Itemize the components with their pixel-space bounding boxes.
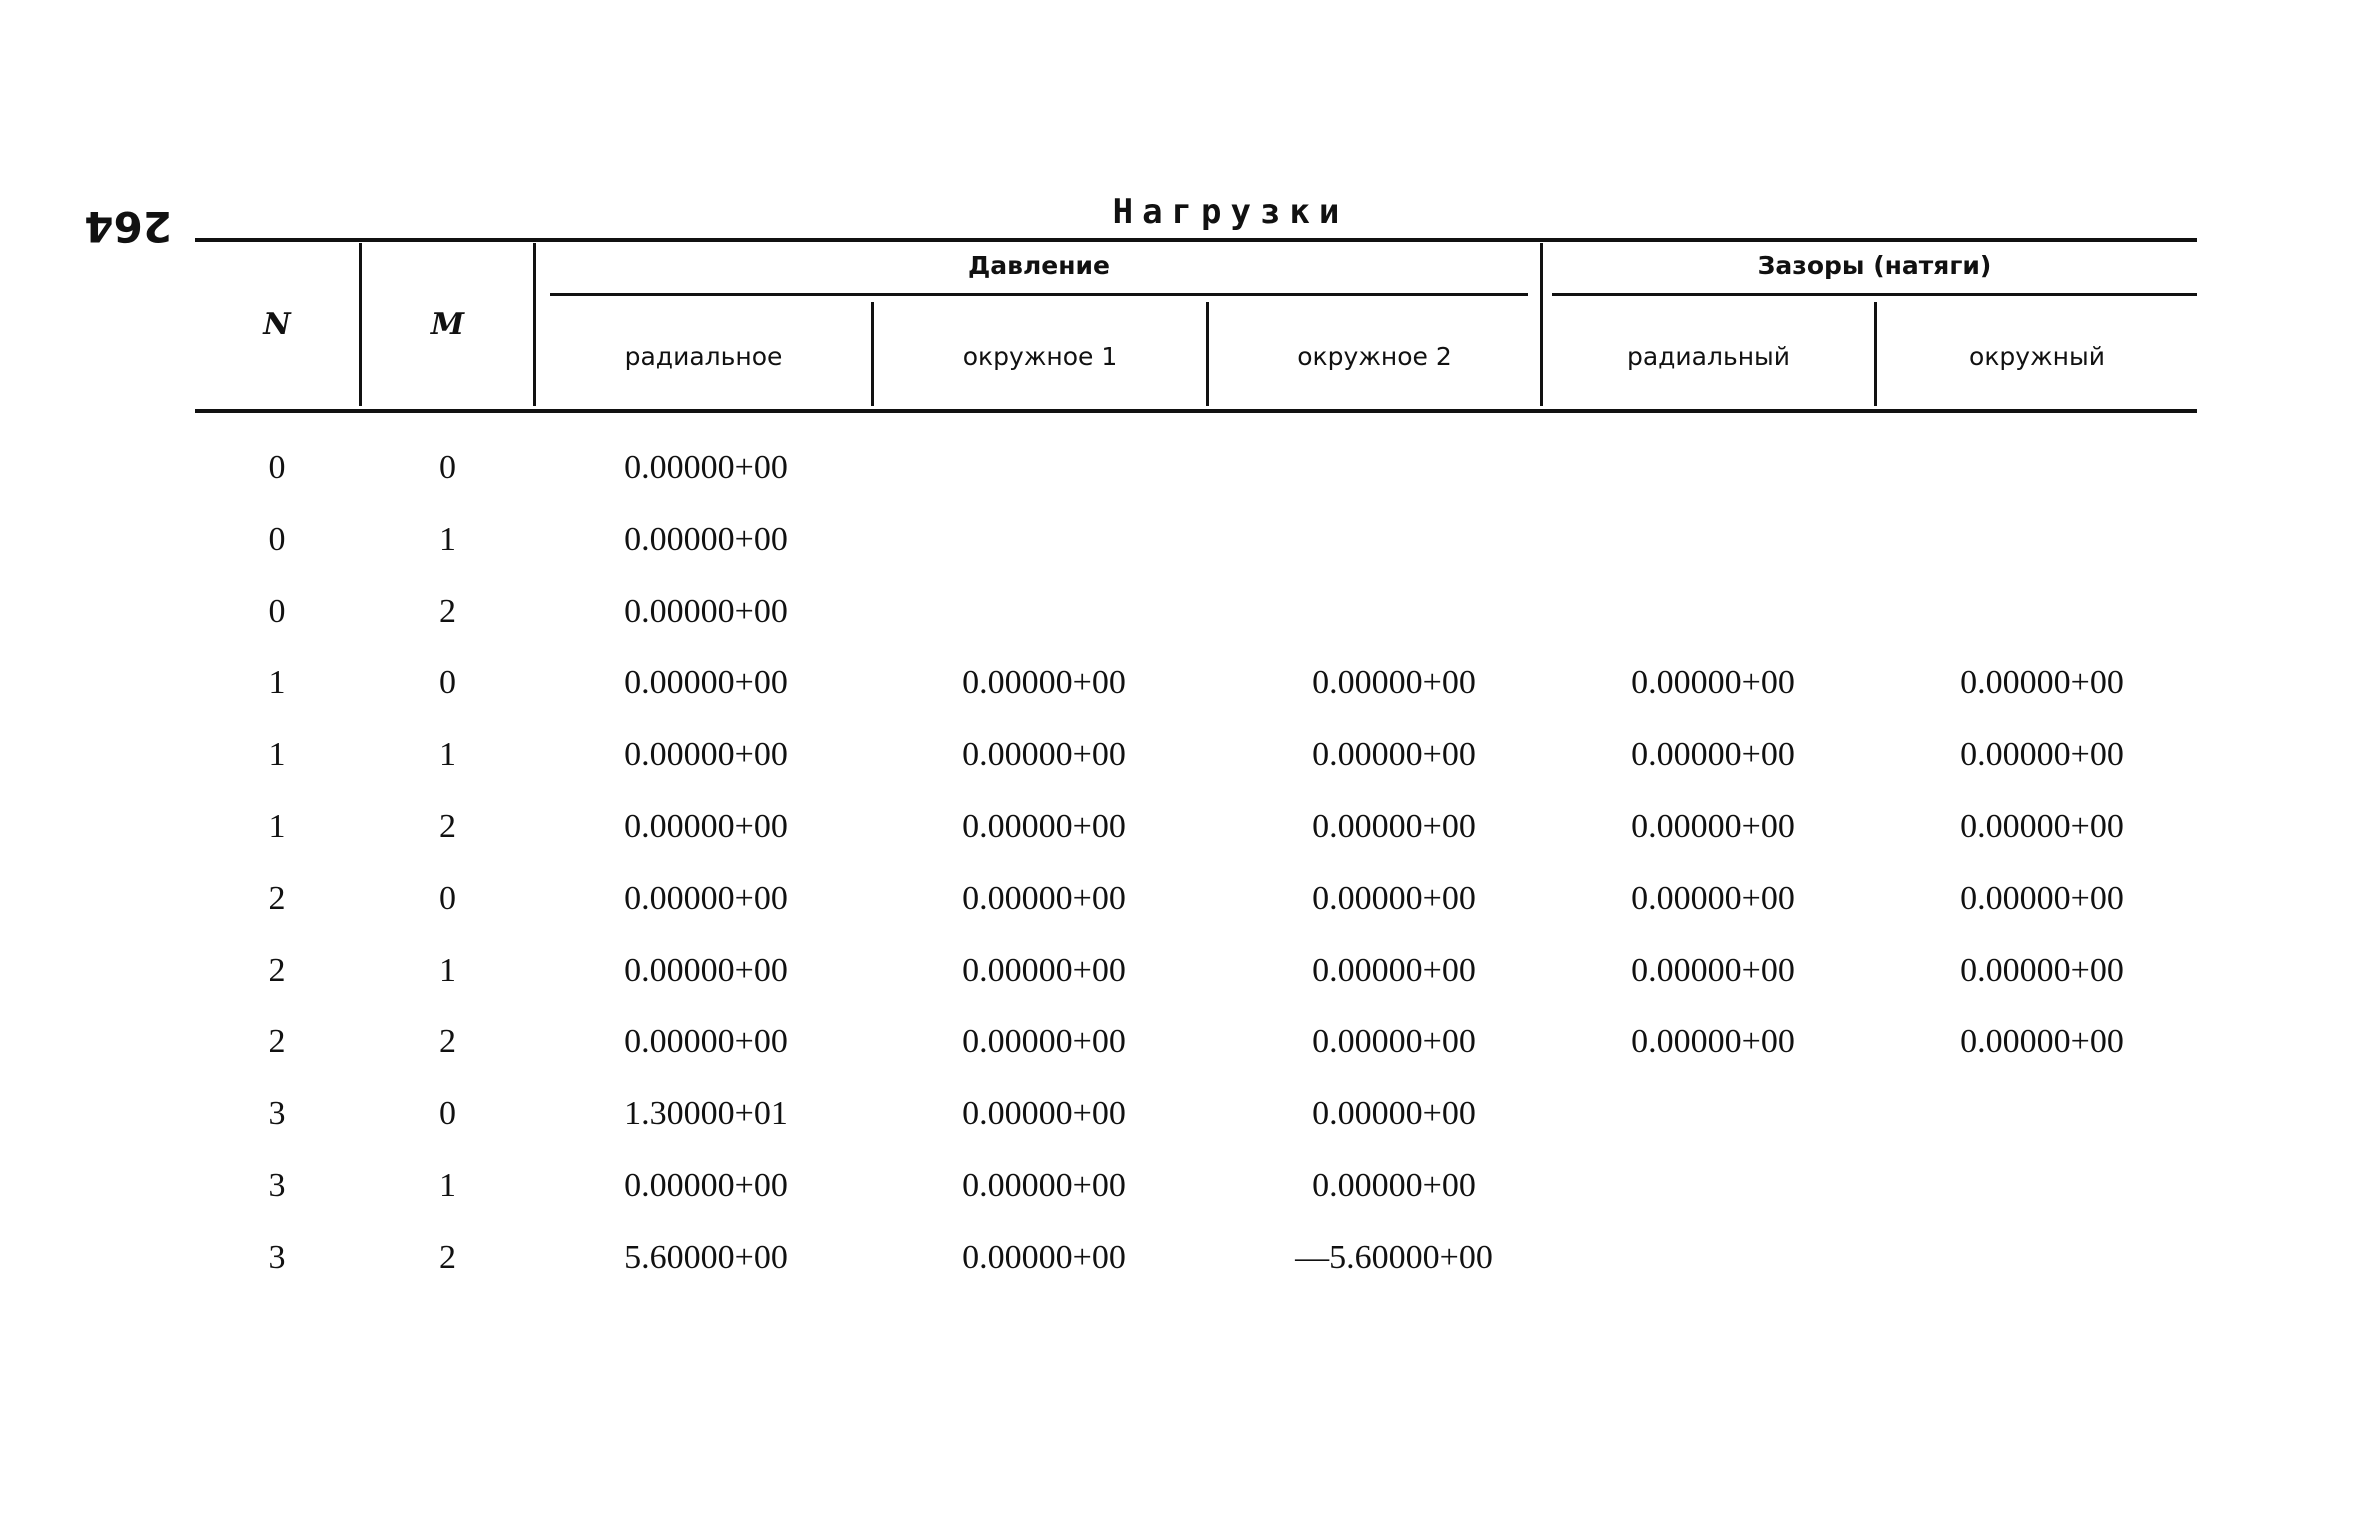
cell-value: 0.00000+00	[1312, 1167, 1476, 1204]
header-gaps-group: Зазоры (натяги)	[1757, 251, 1992, 280]
cell-value: 0.00000+00	[1631, 736, 1795, 773]
header-pressure-circ1: окружное 1	[962, 342, 1118, 371]
header-gaps-circ: окружный	[1969, 342, 2105, 371]
cell-value: 0.00000+00	[1960, 808, 2124, 845]
header-bottom-rule	[195, 409, 2197, 413]
cell-value: 0.00000+00	[1631, 664, 1795, 701]
cell-value: 0.00000+00	[624, 808, 788, 845]
cell-n: 0	[268, 449, 286, 486]
cell-value: 0.00000+00	[624, 593, 788, 630]
cell-m: 2	[439, 593, 456, 630]
cell-value: 0.00000+00	[1631, 880, 1795, 917]
cell-value: 0.00000+00	[624, 1167, 788, 1204]
cell-n: 2	[268, 1023, 286, 1060]
cell-value: 0.00000+00	[962, 736, 1126, 773]
header-m: M	[430, 307, 465, 342]
cell-n: 2	[268, 880, 286, 917]
cell-n: 0	[268, 593, 286, 630]
page-number: 264	[84, 202, 172, 251]
cell-value: 0.00000+00	[1312, 952, 1476, 989]
cell-value: 0.00000+00	[1312, 1095, 1476, 1132]
cell-value: 0.00000+00	[1960, 952, 2124, 989]
table-title: Нагрузки	[1112, 192, 1349, 232]
cell-value: 0.00000+00	[1312, 664, 1476, 701]
cell-value: 0.00000+00	[1960, 1023, 2124, 1060]
cell-value: 0.00000+00	[962, 952, 1126, 989]
cell-value: 0.00000+00	[962, 808, 1126, 845]
cell-value: 0.00000+00	[1312, 736, 1476, 773]
cell-n: 1	[268, 664, 286, 701]
cell-value: 0.00000+00	[962, 1095, 1126, 1132]
cell-n: 3	[268, 1239, 286, 1276]
cell-n: 0	[268, 521, 286, 558]
pressure-group-rule	[550, 293, 1528, 296]
cell-n: 1	[268, 808, 286, 845]
cell-m: 1	[439, 1167, 456, 1204]
cell-value: 0.00000+00	[624, 736, 788, 773]
header-n: N	[263, 307, 291, 342]
cell-value: 0.00000+00	[1960, 880, 2124, 917]
cell-value: —5.60000+00	[1295, 1239, 1493, 1276]
cell-value: 0.00000+00	[1312, 808, 1476, 845]
cell-value: 0.00000+00	[624, 664, 788, 701]
cell-value: 1.30000+01	[624, 1095, 788, 1132]
header-pressure-radial: радиальное	[624, 342, 783, 371]
cell-value: 0.00000+00	[1312, 1023, 1476, 1060]
cell-value: 0.00000+00	[962, 664, 1126, 701]
col-divider-m-radial	[533, 243, 536, 406]
cell-value: 0.00000+00	[962, 1023, 1126, 1060]
cell-m: 1	[439, 952, 456, 989]
cell-m: 1	[439, 736, 456, 773]
cell-value: 0.00000+00	[624, 449, 788, 486]
cell-n: 3	[268, 1167, 286, 1204]
cell-value: 0.00000+00	[624, 880, 788, 917]
cell-value: 0.00000+00	[624, 521, 788, 558]
cell-n: 1	[268, 736, 286, 773]
cell-value: 0.00000+00	[1631, 952, 1795, 989]
cell-value: 0.00000+00	[1960, 664, 2124, 701]
cell-value: 0.00000+00	[624, 952, 788, 989]
cell-value: 0.00000+00	[1631, 1023, 1795, 1060]
header-gaps-radial: радиальный	[1626, 342, 1791, 371]
cell-value: 0.00000+00	[1960, 736, 2124, 773]
cell-value: 0.00000+00	[624, 1023, 788, 1060]
cell-m: 0	[439, 664, 456, 701]
table-top-rule	[195, 238, 2197, 242]
cell-value: 0.00000+00	[962, 1167, 1126, 1204]
header-pressure-group: Давление	[968, 251, 1110, 280]
cell-n: 2	[268, 952, 286, 989]
cell-value: 0.00000+00	[1312, 880, 1476, 917]
gaps-group-rule	[1552, 293, 2197, 296]
cell-value: 5.60000+00	[624, 1239, 788, 1276]
cell-m: 1	[439, 521, 456, 558]
cell-m: 2	[439, 1239, 456, 1276]
header-pressure-circ2: окружное 2	[1297, 342, 1452, 371]
cell-m: 2	[439, 1023, 456, 1060]
cell-m: 0	[439, 880, 456, 917]
cell-n: 3	[268, 1095, 286, 1132]
cell-m: 0	[439, 1095, 456, 1132]
cell-m: 2	[439, 808, 456, 845]
cell-value: 0.00000+00	[962, 880, 1126, 917]
col-divider-pressure-gaps	[1540, 243, 1543, 406]
cell-value: 0.00000+00	[1631, 808, 1795, 845]
cell-value: 0.00000+00	[962, 1239, 1126, 1276]
cell-m: 0	[439, 449, 456, 486]
